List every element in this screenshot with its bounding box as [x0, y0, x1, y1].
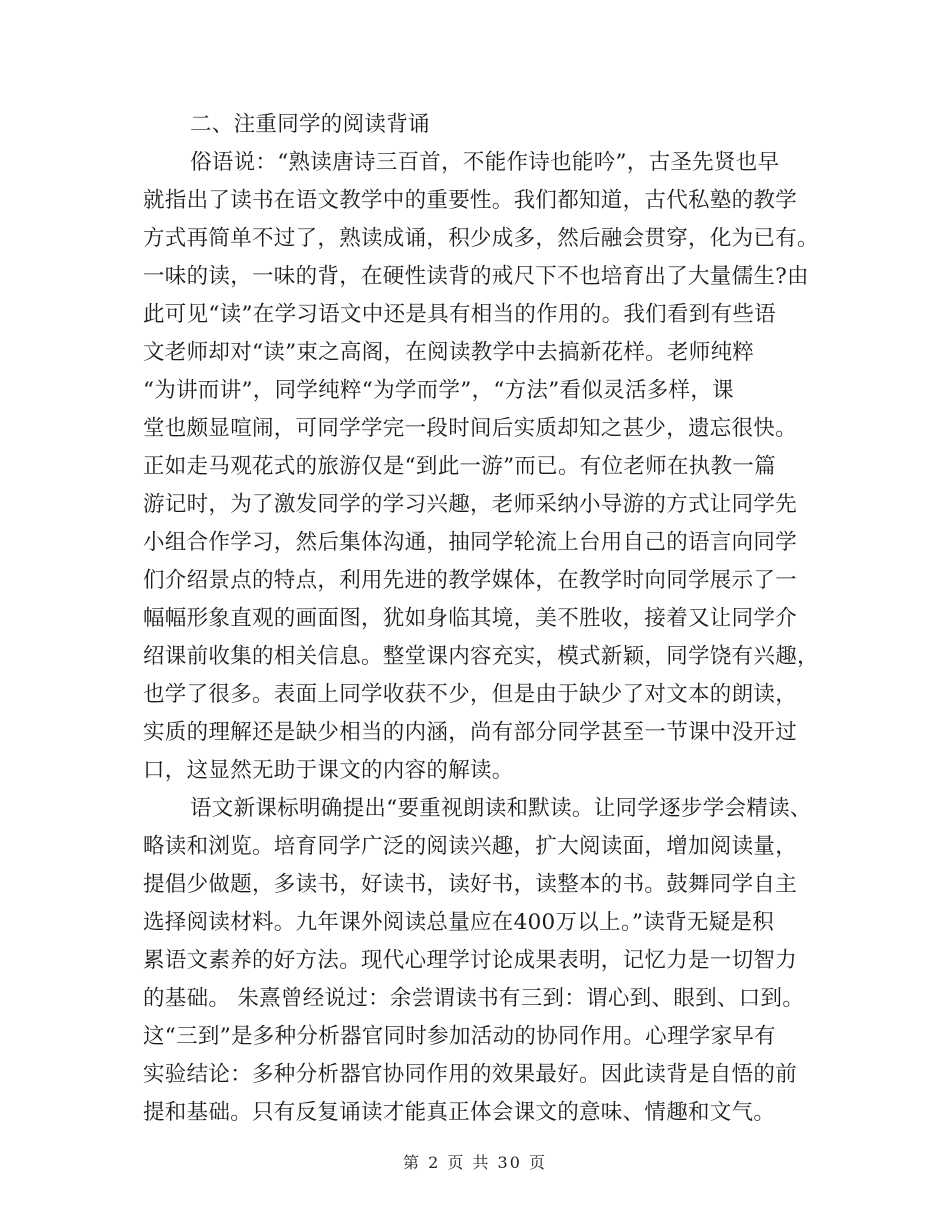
paragraph-1-line: 游记时，为了激发同学的学习兴趣，老师采纳小导游的方式让同学先 [143, 492, 798, 517]
document-body [143, 106, 823, 1132]
paragraph-1-line: 堂也颇显喧闹，可同学学完一段时间后实质却知之甚少，遗忘很快。 [143, 416, 798, 441]
paragraph-2-line: 提倡少做题，多读书，好读书，读好书，读整本的书。鼓舞同学自主 [143, 872, 798, 897]
paragraph-2-line: 累语文素养的好方法。现代心理学讨论成果表明，记忆力是一切智力 [143, 948, 798, 973]
paragraph-1-line: 们介绍景点的特点，利用先进的教学媒体，在教学时向同学展示了一 [143, 568, 798, 593]
paragraph-1-line: 正如走马观花式的旅游仅是“到此一游”而已。有位老师在执教一篇 [143, 454, 776, 479]
paragraph-2-line: 选择阅读材料。九年课外阅读总量应在400万以上。”读背无疑是积 [143, 910, 775, 935]
page-number-footer: 第 2 页 共 30 页 [403, 1153, 547, 1172]
paragraph-1-line: 俗语说：“熟读唐诗三百首，不能作诗也能吟”，古圣先贤也早 [190, 150, 780, 175]
paragraph-1-line: 幅幅形象直观的画面图，犹如身临其境，美不胜收，接着又让同学介 [143, 606, 798, 631]
paragraph-2-line: 这“三到”是多种分析器官同时参加活动的协同作用。心理学家早有 [143, 1024, 776, 1049]
paragraph-1-line: 实质的理解还是缺少相当的内涵，尚有部分同学甚至一节课中没开过 [143, 720, 798, 745]
paragraph-1-line: 也学了很多。表面上同学收获不少，但是由于缺少了对文本的朗读， [143, 682, 798, 707]
paragraph-2 [143, 790, 823, 1132]
paragraph-1-line: 小组合作学习，然后集体沟通，抽同学轮流上台用自己的语言向同学 [143, 530, 798, 555]
paragraph-2-line: 实验结论：多种分析器官协同作用的效果最好。因此读背是自悟的前 [143, 1062, 798, 1087]
paragraph-1-line: 文老师却对“读”束之高阁，在阅读教学中去搞新花样。老师纯粹 [143, 340, 755, 365]
paragraph-1-line: 绍课前收集的相关信息。整堂课内容充实，模式新颖，同学饶有兴趣， [143, 644, 819, 669]
paragraph-1-line: 方式再简单不过了，熟读成诵，积少成多，然后融会贯穿，化为已有。 [143, 226, 819, 251]
paragraph-2-line: 语文新课标明确提出“要重视朗读和默读。让同学逐步学会精读、 [190, 796, 812, 821]
section-heading: 二、注重同学的阅读背诵 [190, 112, 430, 137]
paragraph-1-line: 此可见“读”在学习语文中还是具有相当的作用的。我们看到有些语 [143, 302, 776, 327]
paragraph-1-line: 口，这显然无助于课文的内容的解读。 [143, 758, 514, 783]
paragraph-1 [143, 144, 823, 790]
paragraph-1-line: 就指出了读书在语文教学中的重要性。我们都知道，古代私塾的教学 [143, 188, 798, 213]
paragraph-2-line: 略读和浏览。培育同学广泛的阅读兴趣，扩大阅读面，增加阅读量， [143, 834, 798, 859]
paragraph-1-line: “为讲而讲”，同学纯粹“为学而学”，“方法”看似灵活多样，课 [143, 378, 734, 403]
paragraph-2-line: 的基础。 朱熹曾经说过：余尝谓读书有三到：谓心到、眼到、口到。 [143, 986, 805, 1011]
paragraph-1-line: 一味的读，一味的背，在硬性读背的戒尺下不也培育出了大量儒生?由 [143, 264, 809, 289]
paragraph-2-line: 提和基础。只有反复诵读才能真正体会课文的意味、情趣和文气。 [143, 1100, 776, 1125]
